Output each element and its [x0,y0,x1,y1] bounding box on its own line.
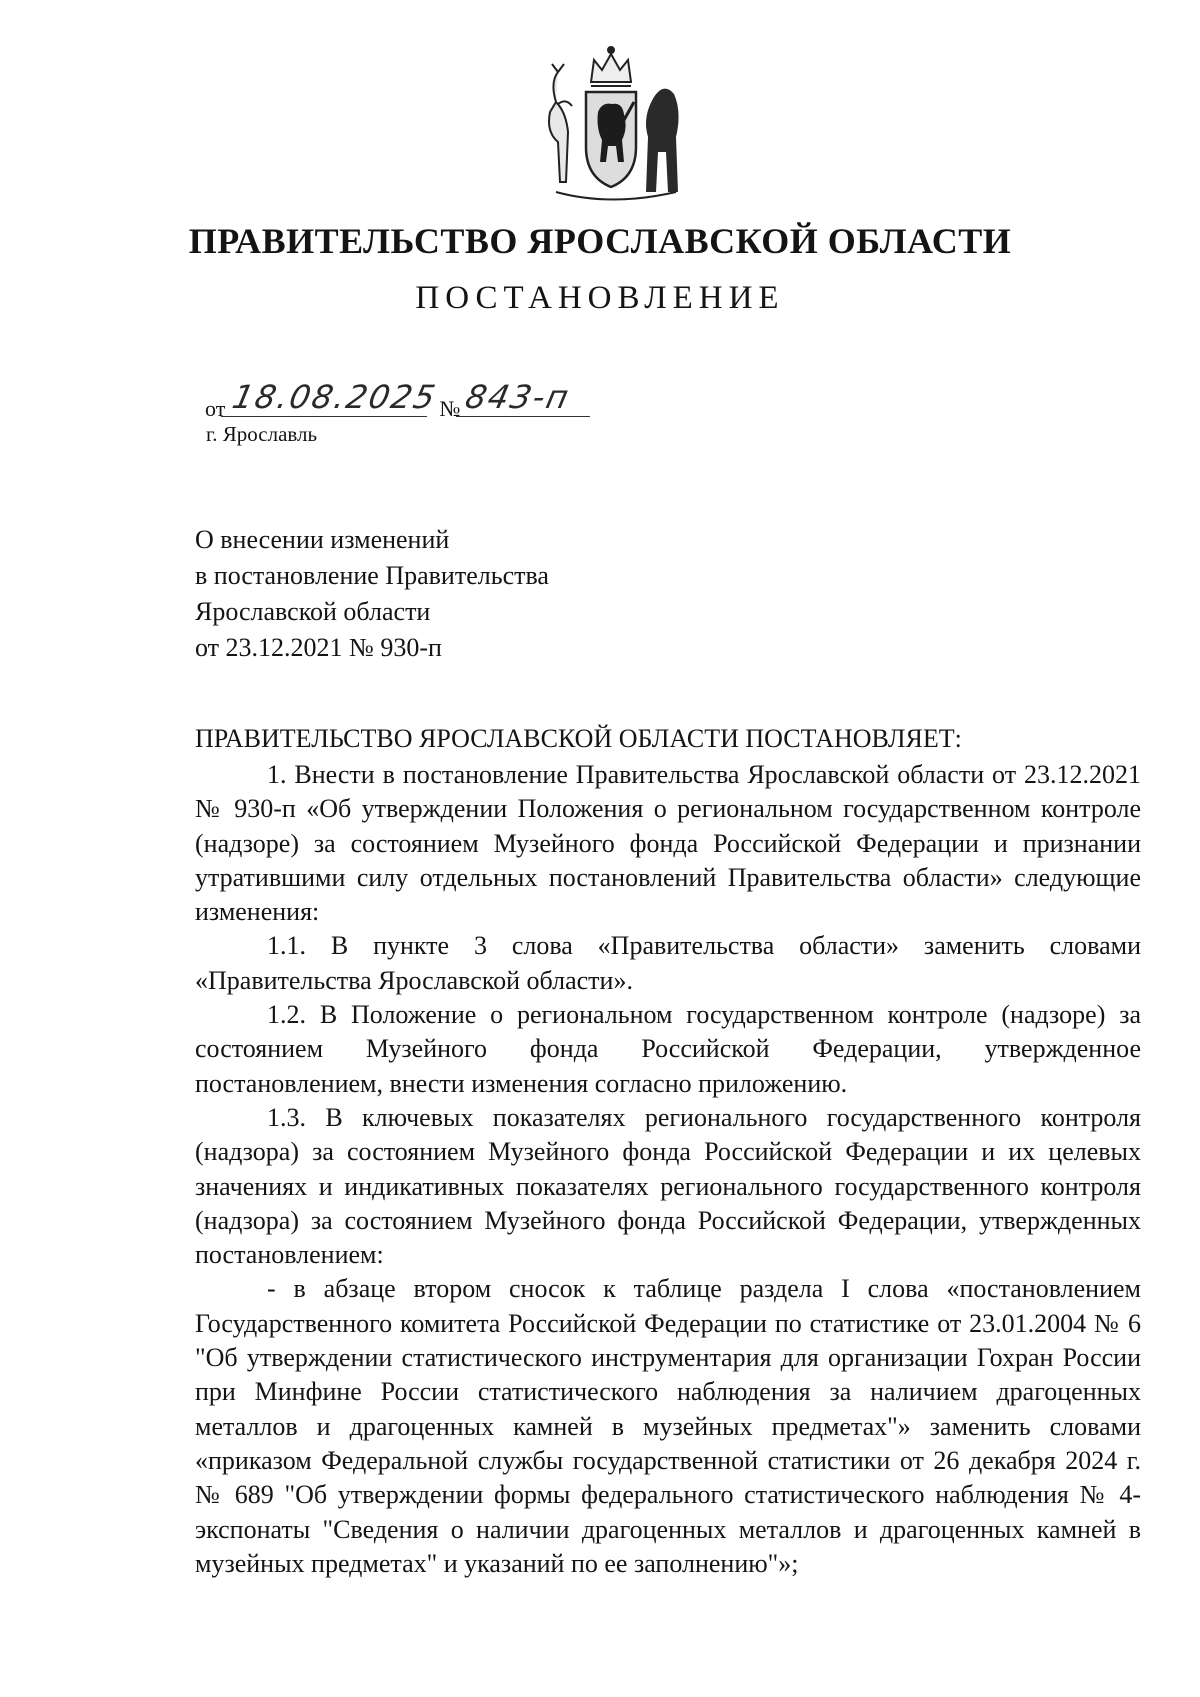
subject-block [195,522,549,666]
date-label: от [205,396,226,421]
document-type: ПОСТАНОВЛЕНИЕ [415,280,785,316]
subject-line: Ярославской области [195,597,431,626]
handwritten-number: 843-п [456,378,598,417]
subject-line: в постановление Правительства [195,561,549,590]
body-text [195,758,1141,1581]
handwritten-date: 18.08.2025 [221,378,435,417]
decree-heading: ПРАВИТЕЛЬСТВО ЯРОСЛАВСКОЙ ОБЛАСТИ ПОСТАНОВЛЯЕТ: [195,724,962,753]
subject-line: от 23.12.2021 № 930-п [195,633,442,662]
paragraph: - в абзаце втором сносок к таблице раздела I слова «постановлением Государственного комитета Российской Федерации по статистике от 23.01.2004 № 6 "Об утверждении статистического инструментария для организации Гохран России при Минфине России статистического наблюдения за наличием драгоценных металлов и драгоценных камней в музейных предметах"» заменить словами «приказом Федеральной службы государственной статистики от 26 декабря 2024 г. № 689 "Об утверждении формы федерального статистического наблюдения № 4-экспонаты "Сведения о наличии драгоценных металлов и драгоценных камней в музейных предметах" и указаний по ее заполнению"»; [195,1274,1141,1578]
paragraph: 1.3. В ключевых показателях регионального государственного контроля (надзора) за состоянием Музейного фонда Российской Федерации и их целевых значениях и индикативных показателях регионального государственного контроля (надзора) за состоянием Музейного фонда Российской Федерации, утвержденных постановлением: [195,1102,1141,1270]
subject-line: О внесении изменений [195,525,450,554]
coat-of-arms-icon [536,42,686,212]
organization-title: ПРАВИТЕЛЬСТВО ЯРОСЛАВСКОЙ ОБЛАСТИ [188,221,1012,261]
paragraph: 1. Внести в постановление Правительства Ярославской области от 23.12.2021 № 930-п «Об утверждении Положения о региональном государственном контроле (надзоре) за состоянием Музейного фонда Российской Федерации и признании утратившими силу отдельных постановлений Правительства области» следующие изменения: [195,760,1141,927]
city: г. Ярославль [206,422,318,446]
date-number-line [205,378,594,426]
paragraph: 1.1. В пункте 3 слова «Правительства области» заменить словами «Правительства Ярославской области». [195,931,1141,995]
number-label: № [439,396,461,421]
paragraph: 1.2. В Положение о региональном государственном контроле (надзоре) за состоянием Музейного фонда Российской Федерации, утвержденное постановлением, внести изменения согласно приложению. [195,1000,1141,1098]
